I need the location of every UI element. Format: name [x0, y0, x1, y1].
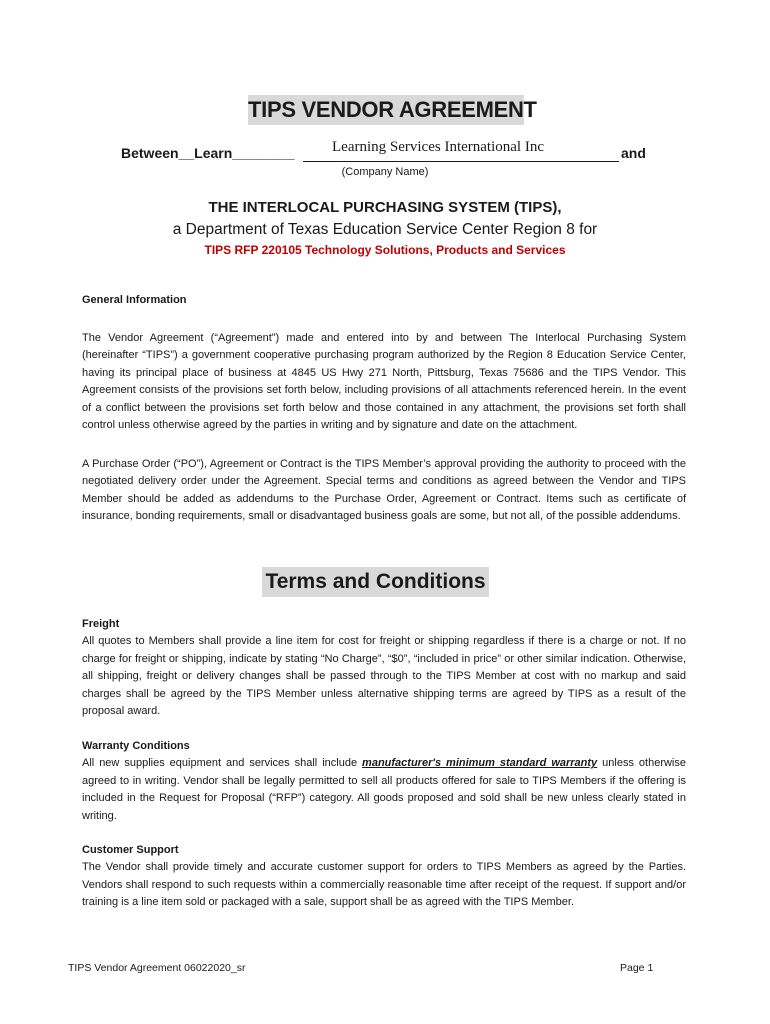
general-information-heading: General Information — [82, 294, 187, 306]
freight-text: All quotes to Members shall provide a line item for cost for freight or shipping regardless if there is a charge or not. If no charge for freight or shipping, indicate by stating “No Charge”, “$0”, “included in price” or other similar indication. Otherwise, all shipping, freight or delivery changes shall be passed through to the TIPS Member at cost with no markup and said charges shall be agreed by the TIPS Member unless alternative shipping terms are agreed by TIPS as a result of the proposal award. — [82, 635, 686, 718]
general-paragraph-1: The Vendor Agreement (“Agreement”) made and entered into by and between The Interlocal Purchasing System (hereinafter “TIPS”) a government cooperative purchasing program authorized by the Region 8 Education Service Center, having its principal place of business at 4845 US Hwy 271 North, Pittsburg, Texas 75686 and the TIPS Vendor. This Agreement consists of the provisions set forth below, including provisions of all attachments referenced herein. In the event of a conflict between the provisions set forth below and those contained in any attachment, the provisions set forth shall control unless otherwise agreed by the parties in writing and by signature and date on the attachment. — [82, 332, 686, 432]
company-name-caption: (Company Name) — [341, 166, 429, 178]
freight-section — [82, 616, 686, 720]
customer-support-text: The Vendor shall provide timely and accurate customer support for orders to TIPS Members as agreed by the Parties. Vendors shall respond to such requests within a commercially reasonable time after receipt of the request. If support and/or training is a line item sold or packaged with a sale, support shall be as agreed with the TIPS Member. — [82, 861, 686, 909]
footer-document-id: TIPS Vendor Agreement 06022020_sr — [68, 962, 246, 974]
rfp-title: TIPS RFP 220105 Technology Solutions, Products and Services — [204, 243, 566, 257]
warranty-text-before: All new supplies equipment and services shall include — [82, 757, 363, 770]
company-name-field[interactable]: Learning Services International Inc — [332, 139, 544, 155]
customer-support-heading: Customer Support — [82, 844, 179, 856]
general-paragraph-2: A Purchase Order (“PO”), Agreement or Contract is the TIPS Member’s approval providing the authority to proceed with the negotiated delivery order under the Agreement. Special terms and conditions as agreed between the Vendor and TIPS Member should be added as addendums to the Purchase Order, Agreement or Contract. Items such as certificate of insurance, bonding requirements, small or disadvantaged business goals are some, but not all, of the possible addendums. — [82, 458, 686, 523]
terms-title: Terms and Conditions — [262, 567, 489, 597]
organization-department: a Department of Texas Education Service Center Region 8 for — [172, 221, 598, 238]
document-title: TIPS VENDOR AGREEMENT — [248, 95, 524, 125]
organization-name: THE INTERLOCAL PURCHASING SYSTEM (TIPS), — [208, 199, 562, 216]
and-label: and — [621, 145, 646, 161]
between-label: Between__Learn________ — [121, 145, 295, 161]
customer-support-section — [82, 842, 686, 912]
warranty-text-after: unless otherwise agreed to in writing. Vendor shall be legally permitted to sell all products offered for sale to TIPS Members if the offering is included in the Request for Proposal (“RFP”) category. All goods proposed and sold shall be new unless clearly stated in writing. — [82, 757, 686, 822]
warranty-section — [82, 738, 686, 825]
freight-heading: Freight — [82, 618, 120, 630]
warranty-heading: Warranty Conditions — [82, 740, 190, 752]
warranty-text — [82, 755, 686, 825]
between-row — [121, 139, 681, 165]
footer-page-number: Page 1 — [620, 962, 654, 974]
company-name-underline — [303, 161, 619, 162]
warranty-emphasis: manufacturer's minimum standard warranty — [362, 757, 598, 770]
